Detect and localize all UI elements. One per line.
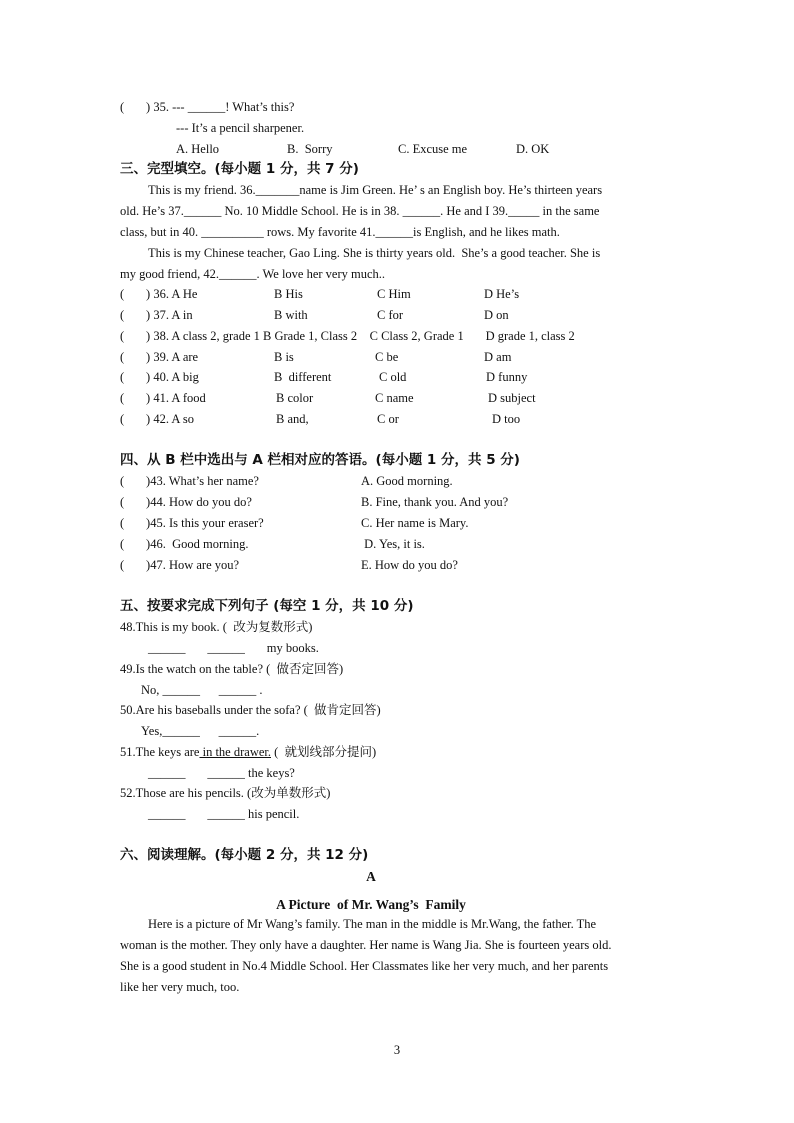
q36-a: ( ) 36. A He bbox=[120, 287, 198, 301]
q38-line: ( ) 38. A class 2, grade 1 B Grade 1, Class 2 C Class 2, Grade 1 D grade 1, class 2 bbox=[120, 329, 575, 343]
q36-b: B His bbox=[274, 287, 303, 301]
q35-stem: ( ) 35. --- ______! What’s this? bbox=[120, 100, 295, 114]
q51-instruction: ( 就划线部分提问) bbox=[271, 745, 377, 759]
q48: 48.This is my book. ( 改为复数形式) bbox=[120, 620, 313, 634]
passage-line3: She is a good student in No.4 Middle School. Her Classmates like her very much, and her parents bbox=[120, 959, 609, 973]
answer-e: E. How do you do? bbox=[361, 558, 458, 572]
sec3-para2-line1: This is my Chinese teacher, Gao Ling. She is thirty years old. She’s a good teacher. She is bbox=[148, 246, 601, 260]
q50: 50.Are his baseballs under the sofa? ( 做肯定回答) bbox=[120, 703, 381, 717]
q39-b: B is bbox=[274, 350, 294, 364]
q40-a: ( ) 40. A big bbox=[120, 370, 199, 384]
sec3-para1-line1: This is my friend. 36._______name is Jim Green. He’ s an English boy. He’s thirteen years bbox=[148, 183, 603, 197]
q35-option-d: D. OK bbox=[516, 142, 550, 156]
q42-c: C or bbox=[377, 412, 399, 426]
q41-d: D subject bbox=[488, 391, 536, 405]
q41-c: C name bbox=[375, 391, 414, 405]
passage-title: A Picture of Mr. Wang’s Family bbox=[276, 897, 466, 912]
page-number: 3 bbox=[393, 1043, 401, 1057]
section-5-heading: 五、按要求完成下列句子 (每空 1 分，共 10 分) bbox=[120, 598, 414, 614]
answer-a: A. Good morning. bbox=[361, 474, 453, 488]
q41-a: ( ) 41. A food bbox=[120, 391, 206, 405]
q49-answer-line: No, ______ ______ . bbox=[141, 683, 263, 697]
q42-a: ( ) 42. A so bbox=[120, 412, 194, 426]
q52: 52.Those are his pencils. (改为单数形式) bbox=[120, 786, 331, 800]
q47: ( )47. How are you? bbox=[120, 558, 240, 572]
answer-b: B. Fine, thank you. And you? bbox=[361, 495, 509, 509]
q40-b: B different bbox=[274, 370, 332, 384]
q42-d: D too bbox=[492, 412, 521, 426]
q49: 49.Is the watch on the table? ( 做否定回答) bbox=[120, 662, 344, 676]
passage-line1: Here is a picture of Mr Wang’s family. The man in the middle is Mr.Wang, the father. The bbox=[148, 917, 597, 931]
q51 bbox=[120, 745, 376, 759]
q39-d: D am bbox=[484, 350, 512, 364]
q37-b: B with bbox=[274, 308, 308, 322]
section-3-heading: 三、完型填空。(每小题 1 分，共 7 分) bbox=[120, 161, 359, 177]
q36-c: C Him bbox=[377, 287, 411, 301]
q51-underlined: in the drawer. bbox=[199, 745, 271, 759]
q52-answer-line: ______ ______ his pencil. bbox=[148, 807, 300, 821]
q43: ( )43. What’s her name? bbox=[120, 474, 259, 488]
q37-a: ( ) 37. A in bbox=[120, 308, 193, 322]
q51-answer-line: ______ ______ the keys? bbox=[148, 766, 295, 780]
q35-option-a: A. Hello bbox=[176, 142, 220, 156]
passage-line2: woman is the mother. They only have a daughter. Her name is Wang Jia. She is fourteen years old. bbox=[120, 938, 612, 952]
q51-prefix: 51.The keys are bbox=[120, 745, 200, 759]
q45: ( )45. Is this your eraser? bbox=[120, 516, 264, 530]
answer-d: D. Yes, it is. bbox=[361, 537, 425, 551]
section-6-heading: 六、阅读理解。(每小题 2 分，共 12 分) bbox=[120, 847, 369, 863]
q40-c: C old bbox=[379, 370, 407, 384]
sec3-para1-line2: old. He’s 37.______ No. 10 Middle School. He is in 38. ______. He and I 39._____ in the same bbox=[120, 204, 600, 218]
q40-d: D funny bbox=[486, 370, 528, 384]
section-4-heading: 四、从 B 栏中选出与 A 栏相对应的答语。(每小题 1 分，共 5 分) bbox=[120, 452, 520, 468]
q36-d: D He’s bbox=[484, 287, 520, 301]
q39-c: C be bbox=[375, 350, 399, 364]
passage-part-label: A bbox=[366, 869, 376, 884]
q37-d: D on bbox=[484, 308, 509, 322]
q41-b: B color bbox=[276, 391, 314, 405]
q48-answer-line: ______ ______ my books. bbox=[148, 641, 319, 655]
q50-answer-line: Yes,______ ______. bbox=[141, 724, 260, 738]
q39-a: ( ) 39. A are bbox=[120, 350, 199, 364]
sec3-para1-line3: class, but in 40. __________ rows. My favorite 41.______is English, and he likes math. bbox=[120, 225, 560, 239]
q35-option-b: B. Sorry bbox=[287, 142, 333, 156]
passage-line4: like her very much, too. bbox=[120, 980, 240, 994]
q44: ( )44. How do you do? bbox=[120, 495, 252, 509]
q42-b: B and, bbox=[276, 412, 309, 426]
q37-c: C for bbox=[377, 308, 404, 322]
answer-c: C. Her name is Mary. bbox=[361, 516, 469, 530]
q35-option-c: C. Excuse me bbox=[398, 142, 468, 156]
sec3-para2-line2: my good friend, 42.______. We love her very much.. bbox=[120, 267, 386, 281]
q35-reply: --- It’s a pencil sharpener. bbox=[176, 121, 305, 135]
q46: ( )46. Good morning. bbox=[120, 537, 249, 551]
